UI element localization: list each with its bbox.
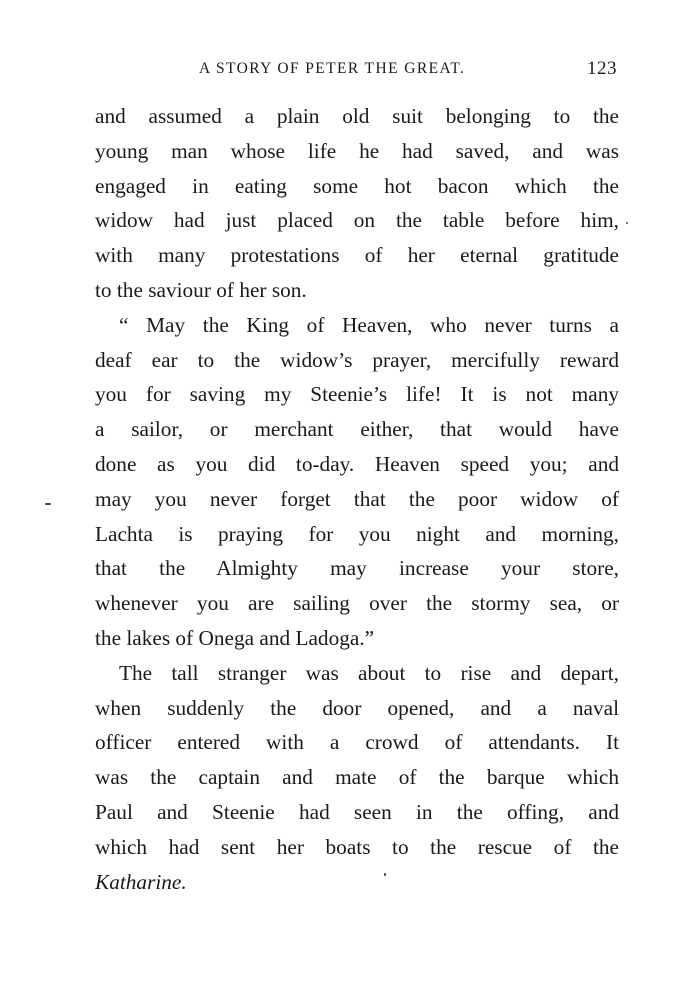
print-speck [45, 503, 51, 505]
text-line: young man whose life he had saved, and was [95, 138, 619, 163]
text-line: the lakes of Onega and Ladoga.” [95, 625, 375, 650]
text-line: whenever you are sailing over the stormy sea, or [95, 591, 619, 616]
text-line: “ May the King of Heaven, who never turns a [119, 312, 619, 337]
text-line: deaf ear to the widow’s prayer, mercifully reward [95, 347, 619, 372]
running-head [95, 58, 617, 86]
text-line: widow had just placed on the table before him, [95, 208, 619, 233]
text-line: Katharine. [95, 869, 187, 894]
text-line: a sailor, or merchant either, that would have [95, 417, 619, 442]
text-line: done as you did to-day. Heaven speed you; and [95, 451, 619, 476]
text-line: Lachta is praying for you night and morning, [95, 521, 619, 546]
text-line: Paul and Steenie had seen in the offing, and [95, 799, 619, 824]
text-line: officer entered with a crowd of attendants. It [95, 730, 619, 755]
text-line: with many protestations of her eternal gratitude [95, 243, 619, 268]
page-number: 123 [587, 58, 617, 79]
print-speck [384, 873, 386, 876]
text-line: engaged in eating some hot bacon which the [95, 173, 619, 198]
text-line: which had sent her boats to the rescue of the [95, 834, 619, 859]
text-line: The tall stranger was about to rise and depart, [119, 660, 619, 685]
running-title: A STORY OF PETER THE GREAT. [199, 60, 466, 77]
text-line: may you never forget that the poor widow of [95, 486, 619, 511]
text-line: to the saviour of her son. [95, 277, 307, 302]
text-line: you for saving my Steenie’s life! It is not many [95, 382, 619, 407]
text-line: was the captain and mate of the barque which [95, 765, 619, 790]
print-speck [626, 222, 628, 224]
text-line: when suddenly the door opened, and a naval [95, 695, 619, 720]
text-line: and assumed a plain old suit belonging to the [95, 104, 619, 128]
body-text [95, 99, 619, 899]
text-line: that the Almighty may increase your store, [95, 556, 619, 581]
